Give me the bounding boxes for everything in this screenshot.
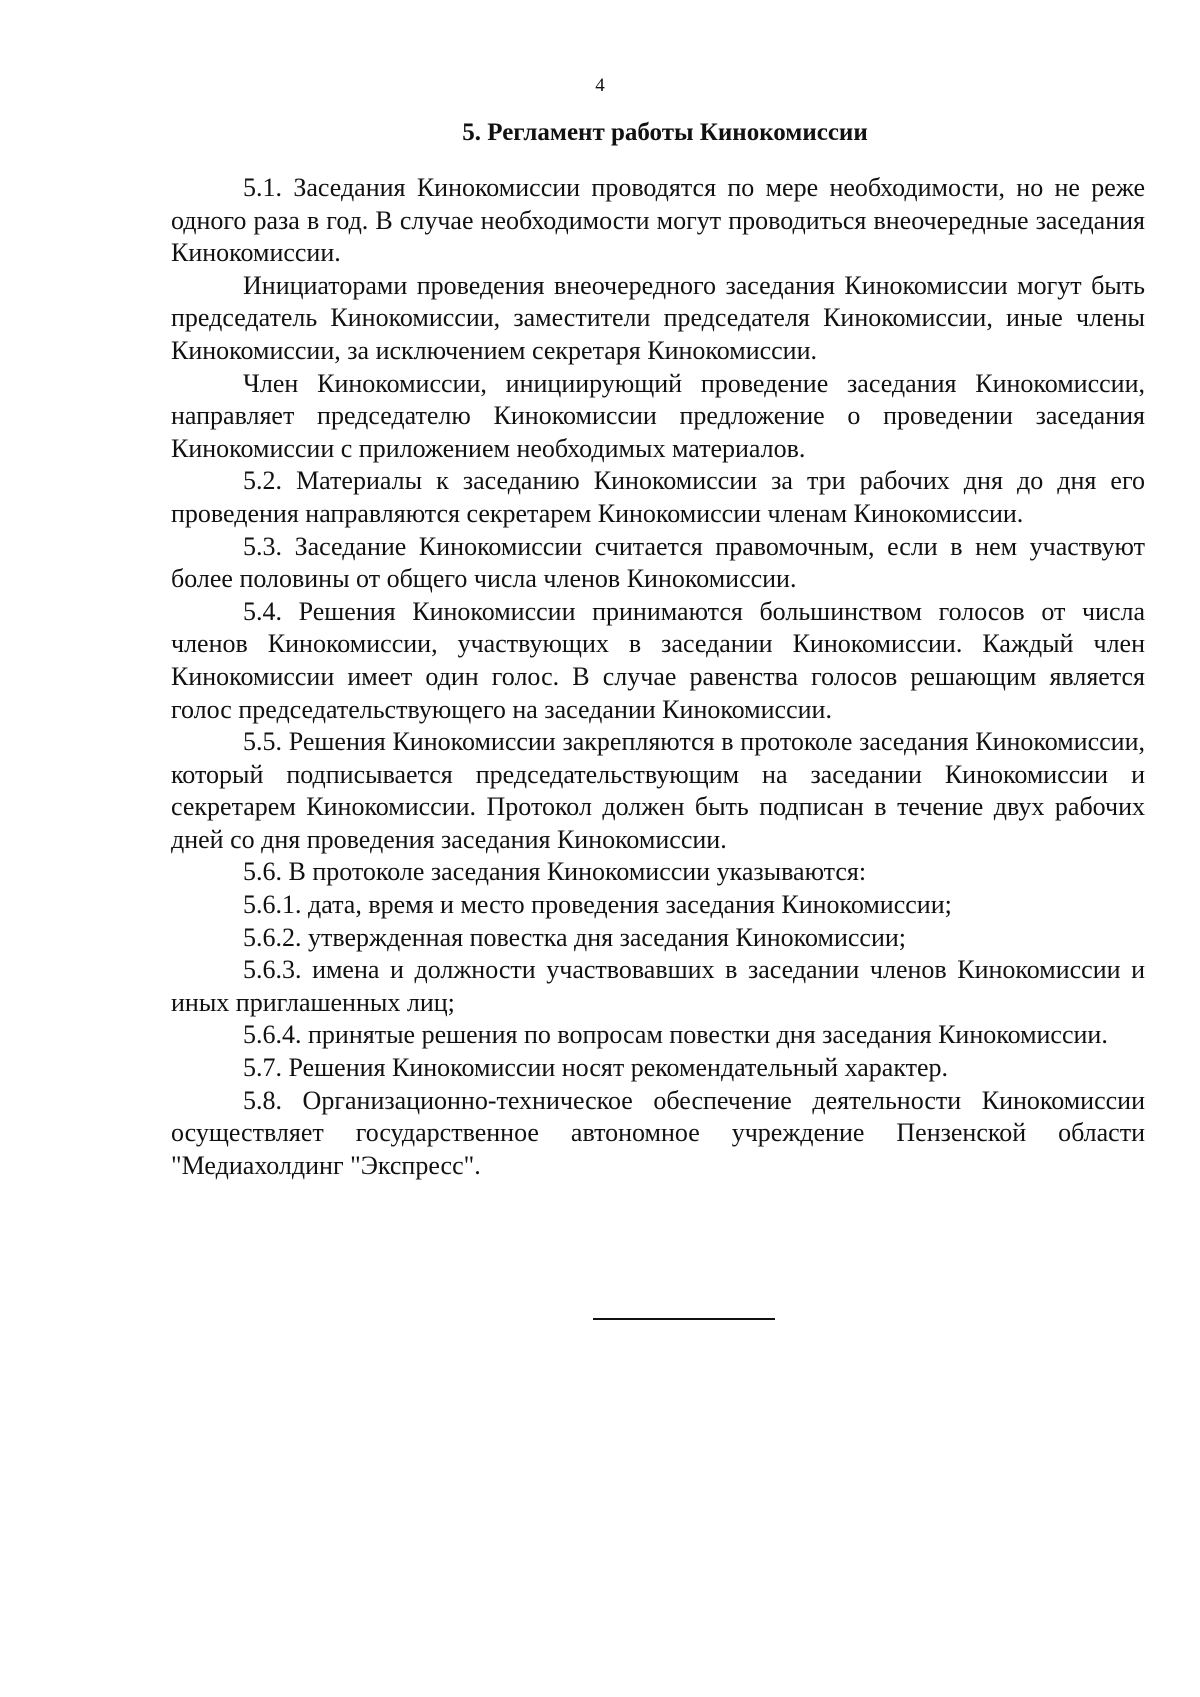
section-title: 5. Регламент работы Кинокомиссии [462, 119, 868, 146]
paragraph-5-7: 5.7. Решения Кинокомиссии носят рекомендательный характер. [243, 1053, 949, 1083]
paragraph-initiating-member: Член Кинокомиссии, инициирующий проведение заседания Кинокомиссии, направляет председателю Кинокомиссии предложение о проведении заседания Кинокомиссии с приложением необходимых материалов. [171, 368, 1145, 463]
paragraph-initiators: Инициаторами проведения внеочередного заседания Кинокомиссии могут быть председатель Кинокомиссии, заместители председателя Кинокомиссии, иные члены Кинокомиссии, за исключением секретаря Кинокомиссии. [171, 270, 1145, 365]
paragraph-5-2: 5.2. Материалы к заседанию Кинокомиссии за три рабочих дня до дня его проведения направляются секретарем Кинокомиссии членам Кинокомиссии. [171, 466, 1145, 528]
document-body [171, 172, 1145, 1182]
paragraph-5-6-4: 5.6.4. принятые решения по вопросам повестки дня заседания Кинокомиссии. [243, 1020, 1108, 1050]
paragraph-5-8: 5.8. Организационно-техническое обеспечение деятельности Кинокомиссии осуществляет государственное автономное учреждение Пензенской области "Медиахолдинг "Экспресс". [171, 1085, 1145, 1180]
paragraph-5-4: 5.4. Решения Кинокомиссии принимаются большинством голосов от числа членов Кинокомиссии, участвующих в заседании Кинокомиссии. Каждый член Кинокомиссии имеет один голос. В случае равенства голосов решающим является голос председательствующего на заседании Кинокомиссии. [171, 596, 1145, 724]
paragraph-5-5: 5.5. Решения Кинокомиссии закрепляются в протоколе заседания Кинокомиссии, который подписывается председательствующим на заседании Кинокомиссии и секретарем Кинокомиссии. Протокол должен быть подписан в течение двух рабочих дней со дня проведения заседания Кинокомиссии. [171, 727, 1145, 854]
paragraph-5-6-3: 5.6.3. имена и должности участвовавших в заседании членов Кинокомиссии и иных приглашенных лиц; [171, 955, 1145, 1017]
paragraph-5-6: 5.6. В протоколе заседания Кинокомиссии указываются: [243, 857, 867, 887]
page-number: 4 [595, 75, 605, 96]
paragraph-5-6-2: 5.6.2. утвержденная повестка дня заседания Кинокомиссии; [243, 922, 906, 952]
paragraph-5-6-1: 5.6.1. дата, время и место проведения заседания Кинокомиссии; [243, 890, 952, 920]
paragraph-5-1: 5.1. Заседания Кинокомиссии проводятся по мере необходимости, но не реже одного раза в год. В случае необходимости могут проводиться внеочередные заседания Кинокомиссии. [171, 173, 1145, 268]
closing-divider [593, 1318, 775, 1320]
paragraph-5-3: 5.3. Заседание Кинокомиссии считается правомочным, если в нем участвуют более половины от общего числа членов Кинокомиссии. [171, 531, 1145, 594]
